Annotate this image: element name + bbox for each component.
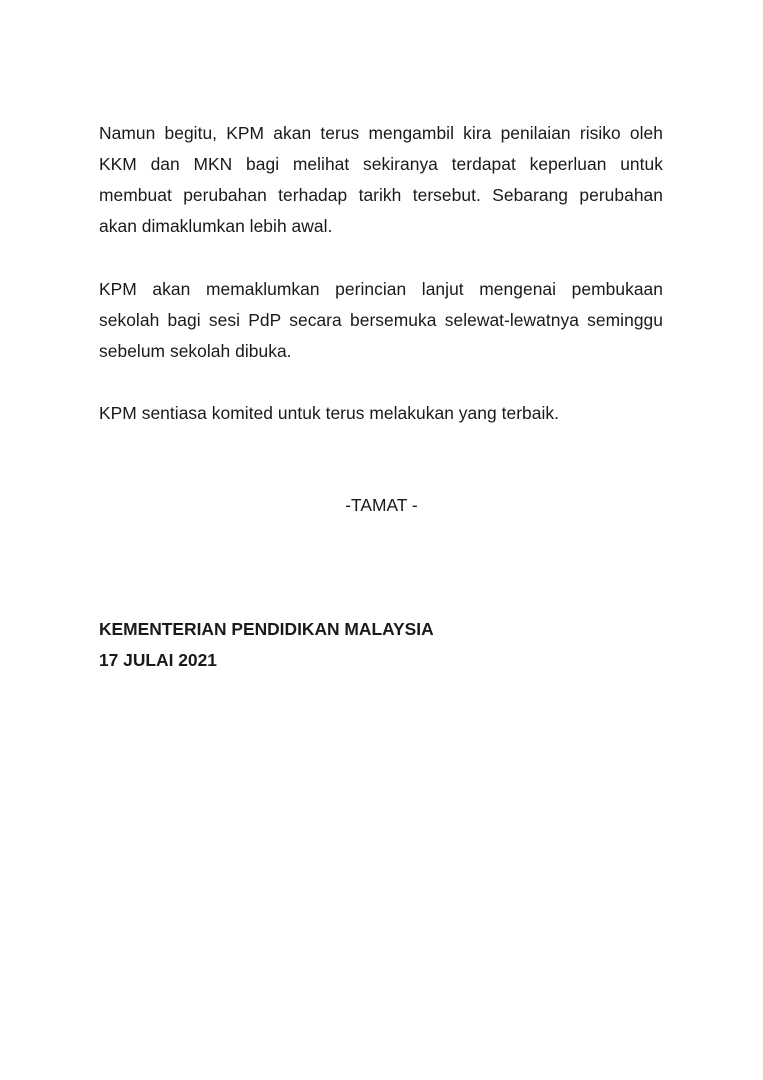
paragraph-risk-assessment: Namun begitu, KPM akan terus mengambil kira penilaian risiko oleh KKM dan MKN bagi melihat sekiranya terdapat keperluan untuk membuat perubahan terhadap tarikh tersebut. Sebarang perubahan akan dimaklumkan lebih awal. <box>99 123 663 236</box>
signature-organization: KEMENTERIAN PENDIDIKAN MALAYSIA <box>99 619 434 639</box>
paragraph-school-opening-details: KPM akan memaklumkan perincian lanjut mengenai pembukaan sekolah bagi sesi PdP secara bersemuka selewat-lewatnya seminggu sebelum sekolah dibuka. <box>99 279 663 361</box>
end-mark: -TAMAT - <box>345 495 418 515</box>
signature-date: 17 JULAI 2021 <box>99 650 217 670</box>
paragraph-commitment: KPM sentiasa komited untuk terus melakukan yang terbaik. <box>99 403 560 423</box>
